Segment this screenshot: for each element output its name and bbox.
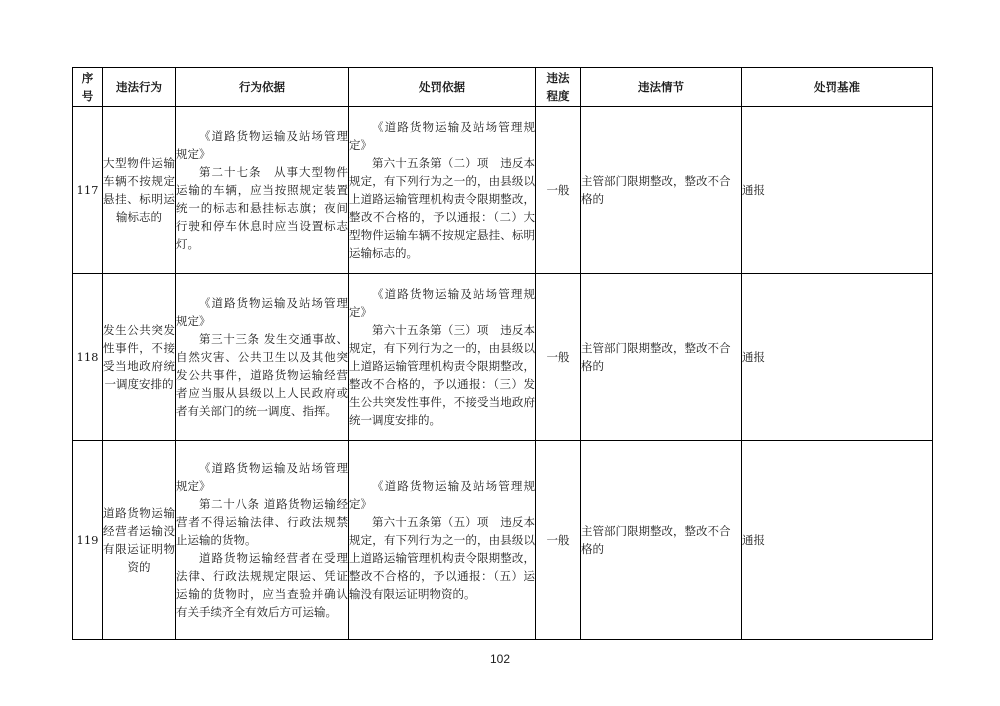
legal-basis xyxy=(176,107,349,274)
violation-circumstance: 主管部门限期整改，整改不合格的 xyxy=(581,274,742,441)
violation-circumstance: 主管部门限期整改，整改不合格的 xyxy=(581,441,742,640)
header-row xyxy=(73,68,933,107)
violation-degree: 一般 xyxy=(536,107,581,274)
penalty-standard: 通报 xyxy=(742,441,933,640)
row-number: 118 xyxy=(73,274,103,441)
header-no-line2: 号 xyxy=(81,89,94,103)
header-degree-line2: 程度 xyxy=(546,89,570,103)
basis-title: 《道路货物运输及站场管理规定》 xyxy=(176,461,348,493)
basis-title: 《道路货物运输及站场管理规定》 xyxy=(176,129,348,161)
row-number: 117 xyxy=(73,107,103,274)
legal-basis xyxy=(176,274,349,441)
violation-circumstance: 主管部门限期整改，整改不合格的 xyxy=(581,107,742,274)
basis-title: 《道路货物运输及站场管理规定》 xyxy=(176,296,348,328)
violation-act: 道路货物运输经营者运输没有限运证明物资的 xyxy=(103,441,176,640)
penalty-basis xyxy=(349,274,536,441)
header-no-line1: 序 xyxy=(81,71,94,85)
penalty-text: 第六十五条第（五）项 违反本规定，有下列行为之一的，由县级以上道路运输管理机构责令限期整改，整改不合格的，予以通报：（五）运输没有限运证明物资的。 xyxy=(349,515,535,601)
row-number: 119 xyxy=(73,441,103,640)
page-number: 102 xyxy=(489,652,511,666)
table-row xyxy=(73,107,933,274)
basis-paragraph: 道路货物运输经营者在受理法律、行政法规规定限运、凭证运输的货物时，应当查验并确认有关手续齐全有效后方可运输。 xyxy=(176,551,348,619)
legal-basis xyxy=(176,441,349,640)
violation-act: 大型物件运输车辆不按规定悬挂、标明运输标志的 xyxy=(103,107,176,274)
header-degree-line1: 违法 xyxy=(546,71,570,85)
penalty-title: 《道路货物运输及站场管理规定》 xyxy=(349,479,535,511)
penalty-basis xyxy=(349,107,536,274)
violation-act: 发生公共突发性事件，不接受当地政府统一调度安排的 xyxy=(103,274,176,441)
penalty-title: 《道路货物运输及站场管理规定》 xyxy=(349,120,535,152)
violation-degree: 一般 xyxy=(536,441,581,640)
penalty-text: 第六十五条第（二）项 违反本规定，有下列行为之一的，由县级以上道路运输管理机构责令限期整改，整改不合格的，予以通报：（二）大型物件运输车辆不按规定悬挂、标明运输标志的。 xyxy=(349,156,535,260)
header-penalty: 处罚依据 xyxy=(349,68,536,107)
basis-paragraph: 第三十三条 发生交通事故、自然灾害、公共卫生以及其他突发公共事件，道路货物运输经营者应当服从县级以上人民政府或者有关部门的统一调度、指挥。 xyxy=(176,332,348,418)
basis-paragraph: 第二十八条 道路货物运输经营者不得运输法律、行政法规禁止运输的货物。 xyxy=(176,497,348,547)
header-degree xyxy=(536,68,581,107)
penalty-text: 第六十五条第（三）项 违反本规定，有下列行为之一的，由县级以上道路运输管理机构责令限期整改，整改不合格的，予以通报：（三）发生公共突发性事件，不接受当地政府统一调度安排的。 xyxy=(349,323,535,427)
header-act: 违法行为 xyxy=(103,68,176,107)
header-no xyxy=(73,68,103,107)
table-row xyxy=(73,441,933,640)
table-row xyxy=(73,274,933,441)
header-basis: 行为依据 xyxy=(176,68,349,107)
penalty-standard: 通报 xyxy=(742,274,933,441)
header-standard: 处罚基准 xyxy=(742,68,933,107)
penalty-basis xyxy=(349,441,536,640)
header-circumstance: 违法情节 xyxy=(581,68,742,107)
regulation-table xyxy=(72,67,933,640)
penalty-title: 《道路货物运输及站场管理规定》 xyxy=(349,287,535,319)
basis-paragraph: 第二十七条 从事大型物件运输的车辆，应当按照规定装置统一的标志和悬挂标志旗；夜间行驶和停车休息时应当设置标志灯。 xyxy=(176,165,348,251)
violation-degree: 一般 xyxy=(536,274,581,441)
penalty-standard: 通报 xyxy=(742,107,933,274)
